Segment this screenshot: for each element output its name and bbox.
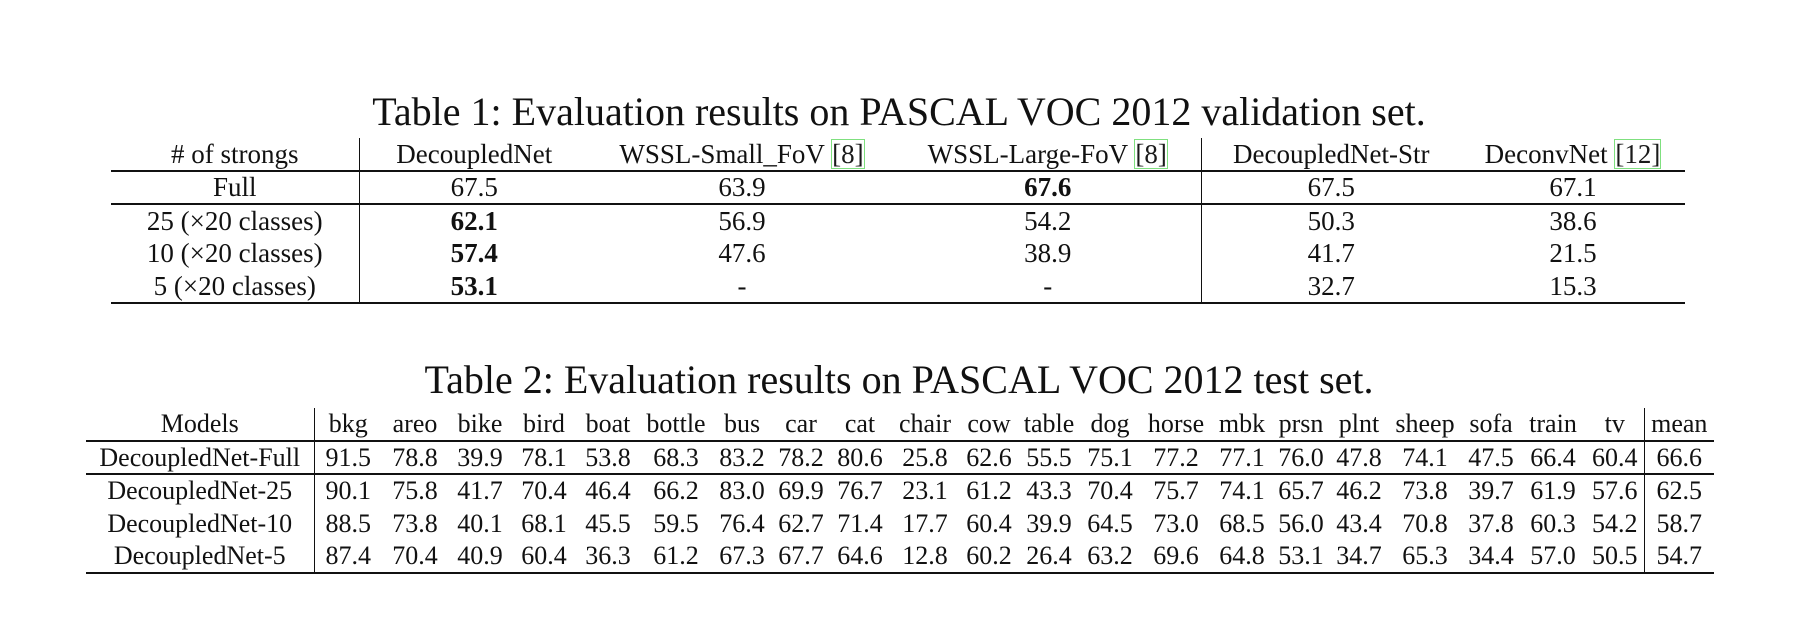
- table2-value-cell: 73.8: [1402, 476, 1448, 505]
- table2-value-cell: 36.3: [585, 541, 631, 570]
- table2-header-cell: plnt: [1338, 409, 1380, 438]
- table2-value-cell: 88.5: [325, 508, 371, 538]
- table2-value-cell: 37.8: [1468, 508, 1514, 538]
- table2-value-cell: 76.7: [837, 476, 883, 505]
- table2-test-results: [86, 408, 1714, 574]
- table2-header-cell: chair: [899, 409, 951, 438]
- table2-header-cell: horse: [1147, 409, 1205, 438]
- table1-validation-results: [111, 138, 1685, 304]
- table1-value-cell: 57.4: [450, 238, 498, 268]
- table2-value-cell: 80.6: [837, 442, 883, 472]
- table2-value-cell: 47.5: [1468, 442, 1514, 472]
- table2-value-cell: 65.3: [1402, 541, 1448, 570]
- table2-value-cell: 62.5: [1656, 476, 1702, 505]
- table2-value-cell: 61.2: [966, 476, 1012, 505]
- table2-value-cell: 77.1: [1219, 442, 1265, 472]
- table2-value-cell: 90.1: [325, 476, 371, 505]
- table2-value-cell: 78.2: [778, 442, 824, 472]
- table2-row: [86, 474, 1714, 507]
- table2-model-name: DecoupledNet-10: [86, 507, 314, 540]
- table2-header-cell: mean: [1651, 409, 1708, 438]
- table2-value-cell: 78.8: [392, 442, 438, 472]
- table2-value-cell: 77.2: [1153, 442, 1199, 472]
- table2-value-cell: 60.4: [521, 541, 567, 570]
- table2-value-cell: 91.5: [325, 442, 371, 472]
- table2-value-cell: 73.8: [392, 508, 438, 538]
- table2-value-cell: 76.4: [719, 508, 765, 538]
- table2-header-cell: cow: [967, 409, 1011, 438]
- table2-value-cell: 83.0: [719, 476, 765, 505]
- table2-value-cell: 23.1: [902, 476, 948, 505]
- table1-value-cell: 53.1: [450, 270, 498, 301]
- table2-value-cell: 34.4: [1468, 541, 1514, 570]
- table1-row: [111, 171, 1685, 204]
- table1-header-cell: [111, 138, 359, 171]
- table2-header-cell: cat: [844, 409, 876, 438]
- table1-value-cell: 15.3: [1549, 270, 1597, 301]
- table2-header-cell: dog: [1090, 409, 1130, 438]
- table2-value-cell: 46.2: [1336, 476, 1382, 505]
- table2-header-cell: bike: [457, 409, 503, 438]
- table2-value-cell: 60.2: [966, 541, 1012, 570]
- table2-value-cell: 74.1: [1402, 442, 1448, 472]
- table2-value-cell: 83.2: [719, 442, 765, 472]
- table2-header-cell: areo: [392, 409, 438, 438]
- table2-value-cell: 41.7: [457, 476, 503, 505]
- table2-value-cell: 70.8: [1402, 508, 1448, 538]
- table1-row: [111, 204, 1685, 237]
- table2-header-cell: bkg: [328, 409, 368, 438]
- table2-value-cell: 61.2: [653, 541, 699, 570]
- table1-row-label: 25 (×20 classes): [111, 204, 359, 237]
- table2-model-name: DecoupledNet-Full: [86, 441, 314, 474]
- table2-value-cell: 46.4: [585, 476, 631, 505]
- table2-value-cell: 59.5: [653, 508, 699, 538]
- table2-header-row: [86, 408, 1714, 441]
- table2-value-cell: 71.4: [837, 508, 883, 538]
- table2-value-cell: 62.7: [778, 508, 824, 538]
- table2-value-cell: 66.6: [1656, 442, 1702, 472]
- table2-value-cell: 34.7: [1336, 541, 1382, 570]
- table1-value-cell: 21.5: [1549, 238, 1597, 268]
- table2-value-cell: 57.6: [1586, 474, 1644, 507]
- table2-value-cell: 68.5: [1219, 508, 1265, 538]
- table2-value-cell: 50.5: [1586, 540, 1644, 573]
- table1-header-cell: [589, 138, 895, 171]
- table1-value-cell: 54.2: [895, 204, 1201, 237]
- table2-header-cell: tv: [1586, 408, 1644, 441]
- table1-value-cell: 41.7: [1307, 238, 1355, 268]
- table2-value-cell: 60.3: [1530, 508, 1576, 538]
- table2-value-cell: 58.7: [1656, 508, 1702, 538]
- table2-value-cell: 26.4: [1026, 541, 1072, 570]
- table2-value-cell: 76.0: [1278, 442, 1324, 472]
- table2-value-cell: 67.3: [719, 541, 765, 570]
- table1-value-cell: 32.7: [1307, 270, 1355, 301]
- table1-header-label: WSSL-Large-FoV: [927, 138, 1135, 169]
- table2-value-cell: 39.9: [457, 442, 503, 472]
- table2-value-cell: 57.0: [1530, 541, 1576, 570]
- table2-value-cell: 25.8: [902, 442, 948, 472]
- table1-value-cell: 50.3: [1307, 205, 1355, 236]
- table2-value-cell: 66.2: [653, 476, 699, 505]
- table1-row-label: 10 (×20 classes): [111, 237, 359, 270]
- table2-value-cell: 65.7: [1278, 476, 1324, 505]
- table1-value-cell: 62.1: [450, 205, 498, 236]
- table2-value-cell: 67.7: [778, 541, 824, 570]
- table2-row: [86, 507, 1714, 540]
- table2-header-cell: bird: [523, 409, 565, 438]
- table2-value-cell: 78.1: [521, 442, 567, 472]
- table2-value-cell: 70.4: [521, 476, 567, 505]
- table2-header-cell: sheep: [1395, 409, 1455, 438]
- table2-value-cell: 63.2: [1087, 541, 1133, 570]
- table1-header-label: DeconvNet: [1484, 138, 1615, 169]
- table2-value-cell: 69.9: [778, 476, 824, 505]
- table2-value-cell: 54.2: [1586, 507, 1644, 540]
- table1-header-label: # of strongs: [171, 138, 299, 169]
- table1-value-cell: 67.5: [1307, 172, 1355, 202]
- citation-link[interactable]: [12]: [1615, 138, 1661, 169]
- table2-value-cell: 68.3: [653, 442, 699, 472]
- table1-header-label: WSSL-Small_FoV: [619, 138, 832, 169]
- table2-header-cell: boat: [585, 409, 631, 438]
- table1-header-cell: [1461, 138, 1685, 171]
- table1-row-label: Full: [111, 171, 359, 204]
- table2-value-cell: 60.4: [1586, 441, 1644, 474]
- table1-header-cell: [1201, 138, 1461, 171]
- table1-header-label: DecoupledNet: [396, 138, 553, 169]
- table2-caption: Table 2: Evaluation results on PASCAL VOC 2012 test set.: [424, 357, 1374, 402]
- citation-link[interactable]: [8]: [832, 138, 864, 169]
- table1-value-cell: 67.6: [895, 171, 1201, 204]
- table1-row: [111, 270, 1685, 303]
- table2-value-cell: 73.0: [1153, 508, 1199, 538]
- table2-value-cell: 64.8: [1219, 541, 1265, 570]
- table2-value-cell: 55.5: [1026, 442, 1072, 472]
- table2-header-cell: sofa: [1469, 409, 1513, 438]
- table1-value-cell: 63.9: [718, 172, 766, 202]
- table2-value-cell: 45.5: [585, 508, 631, 538]
- table2-value-cell: 39.9: [1026, 508, 1072, 538]
- table2-value-cell: 61.9: [1530, 476, 1576, 505]
- table2-header-cell: Models: [86, 408, 314, 441]
- table1-value-cell: -: [895, 270, 1201, 303]
- table2-value-cell: 47.8: [1336, 442, 1382, 472]
- table2-value-cell: 64.5: [1087, 508, 1133, 538]
- table2-value-cell: 69.6: [1153, 541, 1199, 570]
- table2-value-cell: 54.7: [1656, 541, 1702, 570]
- table1-value-cell: 38.6: [1549, 205, 1597, 236]
- table2-value-cell: 87.4: [325, 541, 371, 570]
- table2-value-cell: 17.7: [902, 508, 948, 538]
- table2-value-cell: 56.0: [1278, 508, 1324, 538]
- table2-value-cell: 75.1: [1087, 442, 1133, 472]
- table2-header-cell: bus: [723, 409, 761, 438]
- table2-value-cell: 43.3: [1026, 476, 1072, 505]
- table1-header-row: [111, 138, 1685, 171]
- table2-value-cell: 70.4: [392, 541, 438, 570]
- table2-value-cell: 74.1: [1219, 476, 1265, 505]
- table2-value-cell: 40.9: [457, 541, 503, 570]
- table2-row: [86, 441, 1714, 474]
- table2-value-cell: 75.7: [1153, 476, 1199, 505]
- table2-value-cell: 64.6: [837, 541, 883, 570]
- table2-model-name: DecoupledNet-25: [86, 474, 314, 507]
- table2-header-cell: mbk: [1218, 409, 1266, 438]
- table1-row: [111, 237, 1685, 270]
- table1-value-cell: 38.9: [895, 237, 1201, 270]
- table2-row: [86, 540, 1714, 573]
- table1-row-label: 5 (×20 classes): [111, 270, 359, 303]
- table1-header-cell: [359, 138, 589, 171]
- table2-value-cell: 12.8: [902, 541, 948, 570]
- table2-value-cell: 40.1: [457, 508, 503, 538]
- table1-value-cell: 67.5: [450, 172, 498, 202]
- table1-value-cell: 67.1: [1549, 172, 1597, 202]
- table2-value-cell: 70.4: [1087, 476, 1133, 505]
- citation-link[interactable]: [8]: [1135, 138, 1167, 169]
- table2-value-cell: 75.8: [392, 476, 438, 505]
- table2-header-cell: bottle: [646, 409, 706, 438]
- table2-header-cell: prsn: [1278, 409, 1324, 438]
- table2-header-cell: table: [1023, 409, 1075, 438]
- table2-value-cell: 66.4: [1530, 442, 1576, 472]
- table2-header-cell: car: [785, 409, 817, 438]
- table2-value-cell: 53.8: [585, 442, 631, 472]
- table1-caption: Table 1: Evaluation results on PASCAL VOC 2012 validation set.: [372, 89, 1426, 134]
- table2-value-cell: 39.7: [1468, 476, 1514, 505]
- table1-value-cell: 47.6: [718, 238, 766, 268]
- table2-value-cell: 60.4: [966, 508, 1012, 538]
- table2-value-cell: 68.1: [521, 508, 567, 538]
- table2-value-cell: 43.4: [1336, 508, 1382, 538]
- table2-model-name: DecoupledNet-5: [86, 540, 314, 573]
- table2-header-cell: train: [1529, 409, 1577, 438]
- table1-value-cell: 56.9: [718, 205, 766, 236]
- table1-header-label: DecoupledNet-Str: [1233, 138, 1430, 169]
- table1-header-cell: [895, 138, 1201, 171]
- table2-value-cell: 62.6: [966, 442, 1012, 472]
- table2-value-cell: 53.1: [1278, 541, 1324, 570]
- table1-value-cell: -: [737, 270, 747, 301]
